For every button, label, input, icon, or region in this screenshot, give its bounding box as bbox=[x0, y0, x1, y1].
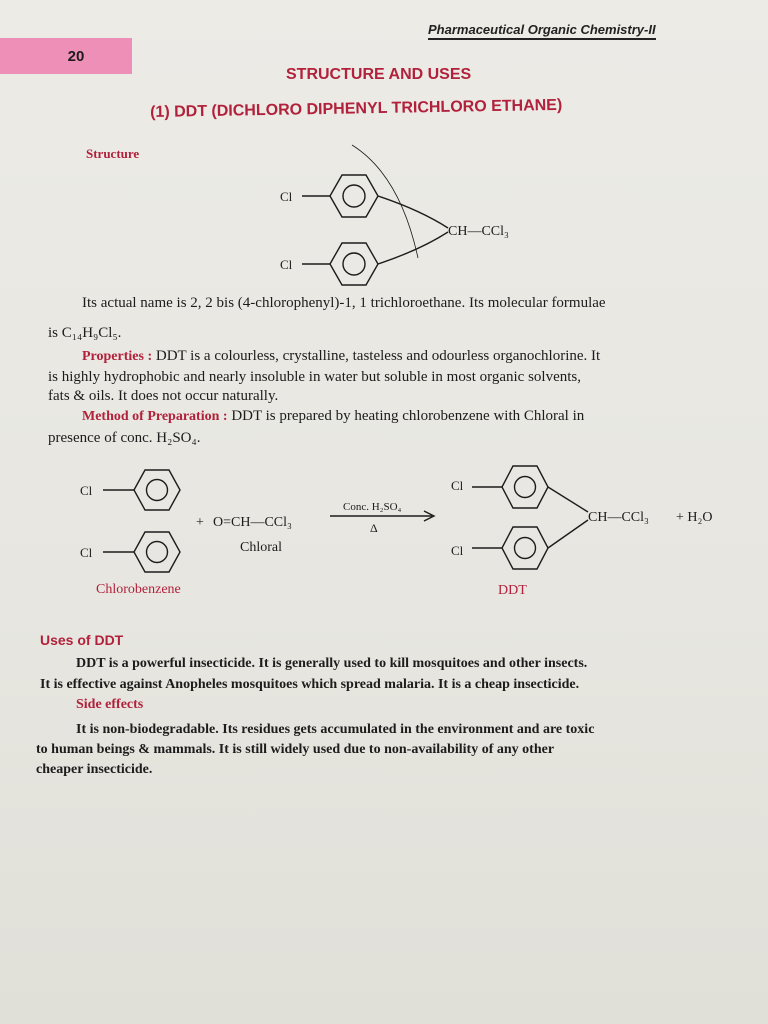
product-cl-top: Cl bbox=[451, 478, 464, 493]
name-line-2: is C₁₄H₉Cl₅. bbox=[48, 325, 122, 341]
byproduct-water: + H₂O bbox=[676, 510, 713, 525]
side-effects-heading: Side effects bbox=[76, 697, 144, 712]
product-cl-bottom: Cl bbox=[451, 543, 464, 558]
side-effects-line-2: to human beings & mammals. It is still widely used due to non-availability of any other bbox=[36, 742, 555, 757]
chlorobenzene-circle-bottom bbox=[147, 542, 168, 563]
side-effects-line-3: cheaper insecticide. bbox=[36, 762, 153, 777]
section-title: STRUCTURE AND USES bbox=[286, 66, 472, 83]
side-effects-line-1: It is non-biodegradable. Its residues gets accumulated in the environment and are toxic bbox=[76, 722, 595, 737]
name-line-1: Its actual name is 2, 2 bis (4-chlorophenyl)-1, 1 trichloroethane. Its molecular formulae bbox=[82, 295, 606, 311]
reactant-cl-bottom: Cl bbox=[80, 545, 93, 560]
bond-product-top-to-ch bbox=[548, 487, 588, 512]
properties-line-3: fats & oils. It does not occur naturally. bbox=[48, 388, 279, 404]
chlorobenzene-circle-top bbox=[147, 480, 168, 501]
reaction-condition-bottom: Δ bbox=[370, 521, 378, 535]
product-center-group: CH—CCl₃ bbox=[588, 510, 649, 525]
preparation-label: Method of Preparation : bbox=[82, 409, 228, 424]
bond-product-bottom-to-ch bbox=[548, 520, 588, 548]
properties-text-1: DDT is a colourless, crystalline, tasteless and odourless organochlorine. It bbox=[152, 348, 601, 364]
chlorobenzene-caption: Chlorobenzene bbox=[96, 582, 181, 597]
product-ring-top bbox=[502, 466, 548, 508]
reaction-condition-top: Conc. H₂SO₄ bbox=[343, 501, 402, 513]
structure-cl-bottom: Cl bbox=[280, 257, 293, 272]
running-head: Pharmaceutical Organic Chemistry-II bbox=[428, 22, 656, 40]
preparation-line-2: presence of conc. H₂SO₄. bbox=[48, 430, 201, 446]
structure-cl-top: Cl bbox=[280, 189, 293, 204]
product-ring-bottom bbox=[502, 527, 548, 569]
properties-label: Properties : bbox=[82, 349, 153, 364]
structure-center-group: CH—CCl₃ bbox=[448, 224, 509, 239]
reaction-plus: + bbox=[196, 515, 204, 530]
uses-line-1: DDT is a powerful insecticide. It is generally used to kill mosquitoes and other insects. bbox=[76, 656, 588, 671]
preparation-text-1: DDT is prepared by heating chlorobenzene with Chloral in bbox=[227, 408, 585, 424]
uses-heading: Uses of DDT bbox=[40, 632, 124, 648]
chlorobenzene-ring-bottom bbox=[134, 532, 180, 572]
product-circle-bottom bbox=[515, 538, 536, 559]
chlorobenzene-ring-top bbox=[134, 470, 180, 510]
chloral-formula: O=CH—CCl₃ bbox=[213, 515, 292, 530]
subsection-title: (1) DDT (DICHLORO DIPHENYL TRICHLORO ETHANE) bbox=[150, 96, 563, 121]
properties-line-2: is highly hydrophobic and nearly insoluble in water but soluble in most organic solvents, bbox=[48, 369, 581, 385]
reactant-cl-top: Cl bbox=[80, 483, 93, 498]
uses-line-2: It is effective against Anopheles mosquitoes which spread malaria. It is a cheap insecticide. bbox=[40, 677, 580, 692]
structure-label: Structure bbox=[86, 146, 140, 161]
chloral-name: Chloral bbox=[240, 540, 282, 555]
ddt-caption: DDT bbox=[498, 583, 527, 598]
product-circle-top bbox=[515, 477, 536, 498]
page-number: 20 bbox=[67, 47, 85, 65]
